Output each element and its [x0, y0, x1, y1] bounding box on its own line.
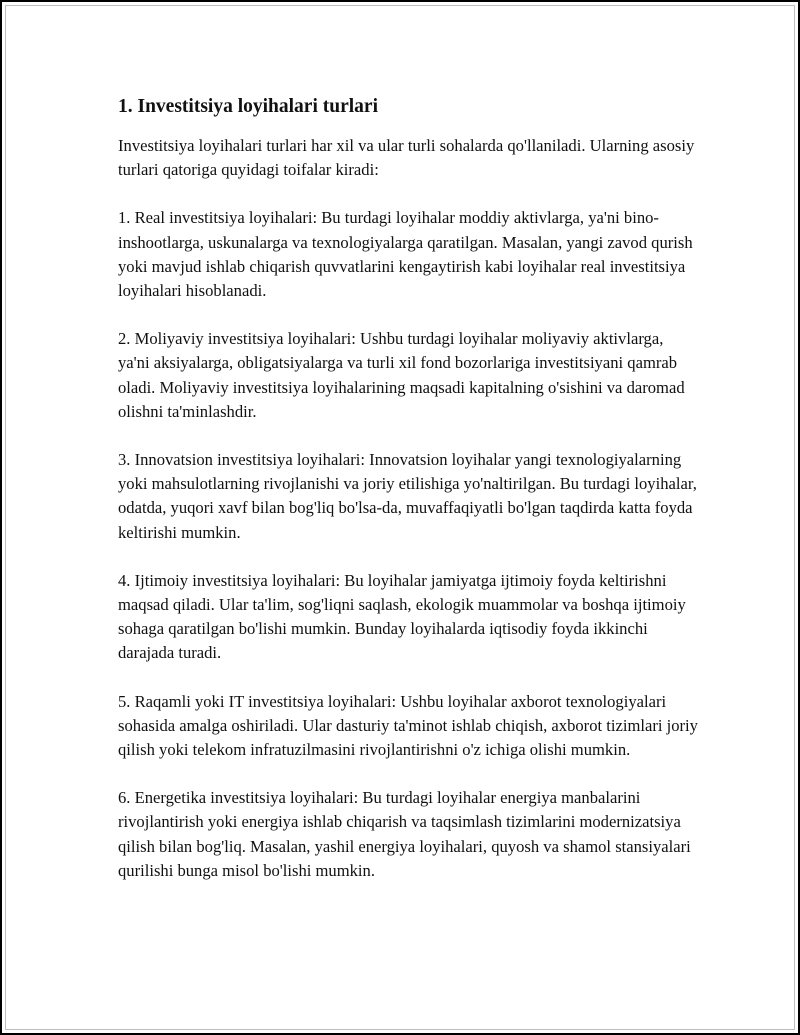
paragraph-digital-it-investment: 5. Raqamli yoki IT investitsiya loyihalari: Ushbu loyihalar axborot texnologiyalari sohasida amalga oshiriladi. Ular dasturiy ta'minot ishlab chiqish, axborot tizimlari joriy qilish yoki telekom infratuzilmasini rivojlantirishni o'z ichiga olishi mumkin. — [118, 691, 698, 760]
document-body — [118, 94, 698, 883]
section-heading: 1. Investitsiya loyihalari turlari — [118, 96, 378, 117]
paragraph-financial-investment: 2. Moliyaviy investitsiya loyihalari: Ushbu turdagi loyihalar moliyaviy aktivlarga, ya'ni aksiyalarga, obligatsiyalarga va turli xil fond bozorlariga investitsiyani qamrab oladi. Moliyaviy investitsiya loyihalarining maqsadi kapitalning o'sishini va daromad olishni ta'minlashdir. — [118, 329, 685, 421]
paragraph-innovative-investment: 3. Innovatsion investitsiya loyihalari: Innovatsion loyihalar yangi texnologiyalarning yoki mahsulotlarning rivojlanishi va joriy etilishiga yo'naltirilgan. Bu turdagi loyihalar, odatda, yuqori xavf bilan bog'liq bo'lsa-da, muvaffaqiyatli bo'lgan taqdirda katta foyda keltirishi mumkin. — [118, 450, 697, 542]
intro-paragraph: Investitsiya loyihalari turlari har xil va ular turli sohalarda qo'llaniladi. Ularning asosiy turlari qatoriga quyidagi toifalar kiradi: — [118, 136, 695, 180]
paragraph-social-investment: 4. Ijtimoiy investitsiya loyihalari: Bu loyihalar jamiyatga ijtimoiy foyda keltirishni maqsad qiladi. Ular ta'lim, sog'liqni saqlash, ekologik muammolar va boshqa ijtimoiy sohaga qaratilgan bo'lishi mumkin. Bunday loyihalarda iqtisodiy foyda ikkinchi darajada turadi. — [118, 570, 686, 663]
paragraph-energy-investment: 6. Energetika investitsiya loyihalari: Bu turdagi loyihalar energiya manbalarini rivojlantirish yoki energiya ishlab chiqarish va taqsimlash tizimlarini modernizatsiya qilish bilan bog'liq. Masalan, yashil energiya loyihalari, quyosh va shamol stansiyalari qurilishi bunga misol bo'lishi mumkin. — [118, 788, 691, 880]
paragraph-real-investment: 1. Real investitsiya loyihalari: Bu turdagi loyihalar moddiy aktivlarga, ya'ni bino-inshootlarga, uskunalarga va texnologiyalarga qaratilgan. Masalan, yangi zavod qurish yoki mavjud ishlab chiqarish quvvatlarini kengaytirish kabi loyihalar real investitsiya loyihalari hisoblanadi. — [118, 208, 693, 301]
